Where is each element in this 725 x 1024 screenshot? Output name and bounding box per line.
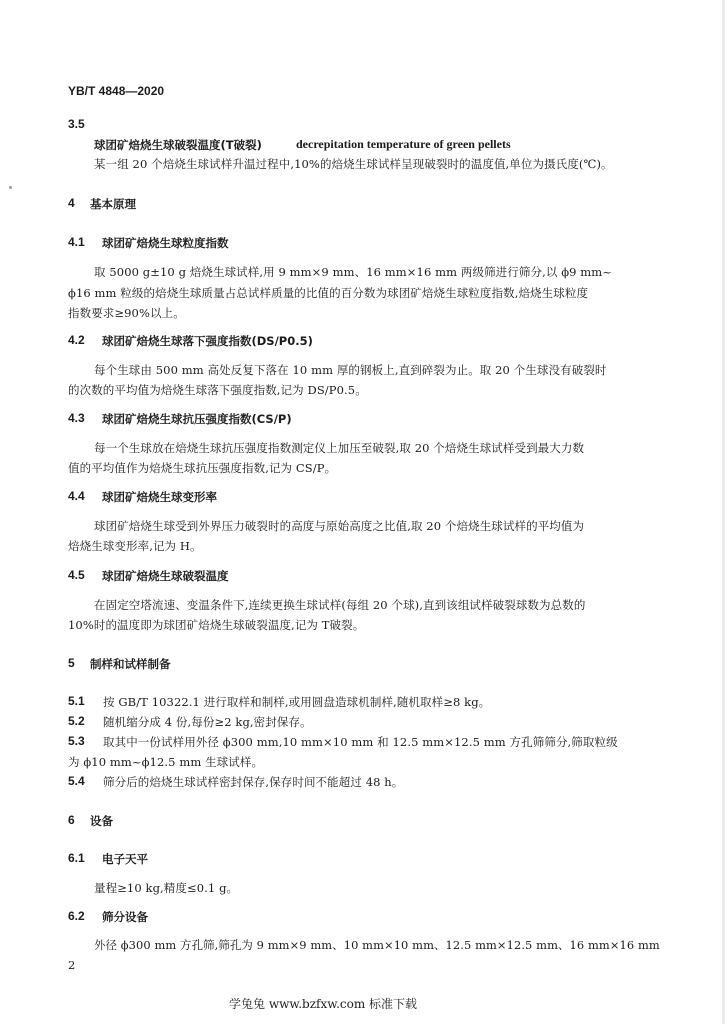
section-4-1-number: 4.1 (68, 235, 85, 249)
document-code: YB/T 4848—2020 (68, 84, 165, 98)
section-5-1-text: 按 GB/T 10322.1 进行取样和制样,或用圆盘造球机制样,随机取样≥8 kg。 (103, 695, 491, 709)
section-4-3-number: 4.3 (68, 411, 85, 425)
section-6-2-title: 筛分设备 (102, 910, 148, 924)
section-5-title: 制样和试样制备 (90, 657, 171, 671)
section-4-1-line-3: 指数要求≥90%以上。 (68, 306, 185, 320)
section-5-1-number: 5.1 (68, 694, 85, 708)
section-6-2-number: 6.2 (68, 909, 85, 923)
section-4-2-title: 球团矿焙烧生球落下强度指数(DS/P0.5) (102, 334, 313, 348)
section-4-1-line-2: ϕ16 mm 粒级的焙烧生球质量占总试样质量的比值的百分数为球团矿焙烧生球粒度指数,焙烧生球粒度 (68, 286, 589, 300)
section-4-3-line-2: 值的平均值作为焙烧生球抗压强度指数,记为 CS/P。 (68, 461, 337, 475)
section-6-1-title: 电子天平 (102, 852, 148, 866)
section-6-title: 设备 (90, 814, 113, 828)
page-number: 2 (68, 958, 76, 972)
section-5-3-continuation: 为 ϕ10 mm~ϕ12.5 mm 生球试样。 (68, 755, 264, 769)
section-4-1-title: 球团矿焙烧生球粒度指数 (102, 236, 229, 250)
section-5-2-number: 5.2 (68, 714, 85, 728)
section-4-4-number: 4.4 (68, 489, 85, 503)
section-4-5-line-1: 在固定空塔流速、变温条件下,连续更换生球试样(每组 20 个球),直到该组试样破裂球数为总数的 (94, 598, 586, 612)
section-4-5-line-2: 10%时的温度即为球团矿焙烧生球破裂温度,记为 T破裂。 (68, 618, 365, 632)
section-3-5-number: 3.5 (68, 117, 85, 131)
scan-dot (9, 186, 12, 189)
section-4-3-title: 球团矿焙烧生球抗压强度指数(CS/P) (102, 412, 292, 426)
section-4-2-line-1: 每个生球由 500 mm 高处反复下落在 10 mm 厚的钢板上,直到碎裂为止。取 20 个生球没有破裂时 (94, 363, 607, 377)
section-4-4-line-1: 球团矿焙烧生球受到外界压力破裂时的高度与原始高度之比值,取 20 个焙烧生球试样的平均值为 (94, 519, 585, 533)
section-4-title: 基本原理 (90, 197, 136, 211)
section-5-2-text: 随机缩分成 4 份,每份≥2 kg,密封保存。 (103, 715, 312, 729)
section-3-5-term-cn: 球团矿焙烧生球破裂温度(T破裂) (94, 138, 262, 152)
section-3-5-term-en: decrepitation temperature of green pellets (296, 137, 511, 151)
section-5-4-text: 筛分后的焙烧生球试样密封保存,保存时间不能超过 48 h。 (103, 775, 404, 789)
section-5-4-number: 5.4 (68, 774, 85, 788)
section-3-5-definition: 某一组 20 个焙烧生球试样升温过程中,10%的焙烧生球试样呈现破裂时的温度值,单位为摄氏度(℃)。 (94, 157, 613, 171)
section-4-3-line-1: 每一个生球放在焙烧生球抗压强度指数测定仪上加压至破裂,取 20 个焙烧生球试样受到最大力数 (94, 441, 585, 455)
section-5-3-text: 取其中一份试样用外径 ϕ300 mm,10 mm×10 mm 和 12.5 mm×12.5 mm 方孔筛筛分,筛取粒级 (103, 735, 618, 749)
section-5-3-number: 5.3 (68, 734, 85, 748)
section-6-1-number: 6.1 (68, 851, 85, 865)
section-4-1-line-1: 取 5000 g±10 g 焙烧生球试样,用 9 mm×9 mm、16 mm×16 mm 两级筛进行筛分,以 ϕ9 mm~ (94, 265, 613, 279)
section-4-number: 4 (68, 196, 75, 210)
section-6-1-text: 量程≥10 kg,精度≤0.1 g。 (94, 881, 239, 895)
footer-watermark: 学兔兔 www.bzfxw.com 标准下载 (229, 997, 418, 1011)
section-4-4-line-2: 焙烧生球变形率,记为 H。 (68, 539, 202, 553)
section-6-number: 6 (68, 813, 75, 827)
section-6-2-text: 外径 ϕ300 mm 方孔筛,筛孔为 9 mm×9 mm、10 mm×10 mm、12.5 mm×12.5 mm、16 mm×16 mm (94, 938, 660, 952)
section-4-5-title: 球团矿焙烧生球破裂温度 (102, 569, 229, 583)
section-4-2-number: 4.2 (68, 333, 85, 347)
section-4-4-title: 球团矿焙烧生球变形率 (102, 490, 217, 504)
section-4-2-line-2: 的次数的平均值为焙烧生球落下强度指数,记为 DS/P0.5。 (68, 383, 367, 397)
section-5-number: 5 (68, 656, 75, 670)
section-4-5-number: 4.5 (68, 568, 85, 582)
